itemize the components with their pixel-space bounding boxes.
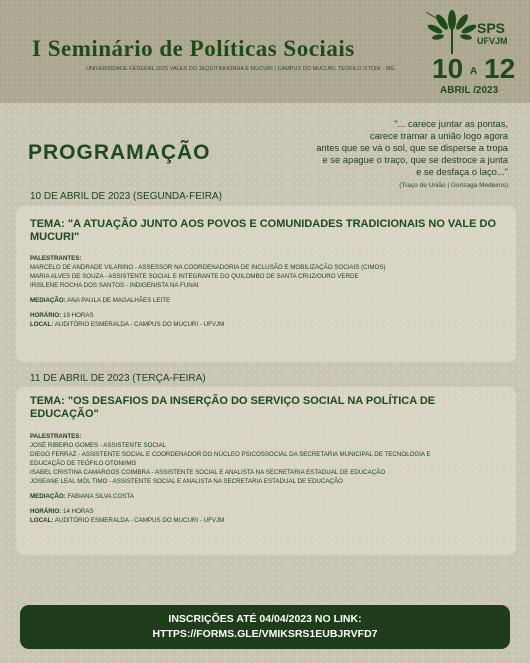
- mediation-line: [30, 492, 505, 501]
- date-start: 10: [432, 53, 464, 84]
- place-value: AUDITÓRIO ESMERALDA - CAMPUS DO MUCURI - UFVJM: [54, 321, 225, 328]
- registration-deadline: INSCRIÇÕES ATÉ 04/04/2023 NO LINK:: [168, 613, 362, 625]
- speaker-item: ISABEL CRISTINA CAMARGOS COIMBRA - ASSISTENTE SOCIAL E ANALISTA NA SECRETARIA ESTADUAL DE EDUCAÇÃO: [30, 469, 386, 476]
- quote-line: "... carece juntar as pontas,: [394, 118, 508, 129]
- leaf-logo-icon: [424, 10, 480, 56]
- mediation-label: MEDIAÇÃO:: [30, 297, 66, 304]
- day-2-card: [16, 387, 516, 555]
- speaker-item: DIEGO FERRAZ - ASSISTENTE SOCIAL E COORDENADOR DO NÚCLEO PSICOSSOCIAL DA SECRETARIA MUNICIPAL DE TECNOLOGIA E: [30, 451, 431, 458]
- place-label: LOCAL:: [30, 321, 54, 328]
- event-title: I Seminário de Políticas Sociais: [32, 36, 355, 61]
- quote-line: e se apague o traço, que se destroce a junta: [322, 154, 508, 165]
- time-label: HORÁRIO:: [30, 508, 62, 515]
- date-end: 12: [484, 53, 516, 84]
- place-value: AUDITÓRIO ESMERALDA - CAMPUS DO MUCURI - UFVJM: [54, 517, 225, 524]
- event-subtitle: UNIVERSIDADE FEDERAL DOS VALES DO JEQUITINHONHA E MUCURI | CAMPUS DO MUCURI, TEÓFILO OTONI - MG: [86, 66, 395, 72]
- day-2-date: 11 DE ABRIL DE 2023 (TERÇA-FEIRA): [30, 373, 206, 384]
- place-line: [30, 320, 505, 329]
- day-1-theme: TEMA: "A ATUAÇÃO JUNTO AOS POVOS E COMUNIDADES TRADICIONAIS NO VALE DO MUCURI": [30, 218, 497, 243]
- speaker-item: IRISLENE ROCHA DOS SANTOS - INDIGENISTA NA FUNAI: [30, 282, 199, 289]
- place-label: LOCAL:: [30, 517, 54, 524]
- day-2-theme: TEMA: "OS DESAFIOS DA INSERÇÃO DO SERVIÇO SOCIAL NA POLÍTICA DE EDUCAÇÃO": [30, 395, 436, 420]
- speakers-label: PALESTRANTES:: [30, 433, 82, 440]
- speaker-item: JOSEANE LEAL MÓL TIMO - ASSISTENTE SOCIAL E ANALISTA NA SECRETARIA ESTADUAL DE EDUCAÇÃO: [30, 478, 343, 485]
- place-line: [30, 516, 505, 525]
- date-month: ABRIL /2023: [440, 85, 499, 96]
- date-separator: A: [470, 66, 478, 77]
- speaker-item: EDUCAÇÃO DE TEÓFILO OTONI/MG: [30, 460, 137, 467]
- day-1-details: [30, 254, 505, 329]
- quote-line: antes que se vá o sol, que se disperse a tropa: [316, 142, 508, 153]
- time-line: [30, 507, 505, 516]
- mediation-line: [30, 296, 505, 305]
- quote-line: carece tramar a união logo agora: [369, 130, 508, 141]
- quote-line: e se desfaça o laço...": [416, 166, 508, 177]
- time-line: [30, 311, 505, 320]
- day-2-details: [30, 432, 505, 525]
- mediation-value: FABIANA SILVA COSTA: [67, 493, 134, 500]
- time-label: HORÁRIO:: [30, 312, 62, 319]
- day-1-card: [16, 206, 516, 362]
- speakers-label: PALESTRANTES:: [30, 255, 82, 262]
- time-value: 19 HORAS: [63, 312, 94, 319]
- mediation-value: ANA PAULA DE MAGALHÃES LEITE: [67, 297, 171, 304]
- day-1-date: 10 DE ABRIL DE 2023 (SEGUNDA-FEIRA): [30, 191, 222, 202]
- quote-source: (Traço de União | Gonzaga Medeiros): [399, 182, 508, 189]
- logo-sps-text: SPS: [477, 20, 506, 36]
- epigraph-quote: [208, 118, 508, 192]
- speaker-item: MARCELO DE ANDRADE VILARINO - ASSESSOR NA COORDENADORIA DE INCLUSÃO E MOBILIZAÇÃO SOCIAIS (CIMOS): [30, 264, 386, 271]
- mediation-label: MEDIAÇÃO:: [30, 493, 66, 500]
- registration-banner[interactable]: [20, 605, 510, 649]
- registration-link[interactable]: HTTPS://FORMS.GLE/VMIKSRS1EUBJRVFD7: [152, 628, 378, 640]
- speaker-item: MARIA ALVES DE SOUZA - ASSISTENTE SOCIAL E INTEGRANTE DO QUILOMBO DE SANTA CRUZ/OURO VERDE: [30, 273, 359, 280]
- program-title: PROGRAMAÇÃO: [28, 141, 211, 164]
- logo-ufvjm-text: UFVJM: [477, 36, 508, 46]
- speaker-item: JOSÉ RIBEIRO GOMES - ASSISTENTE SOCIAL: [30, 442, 167, 449]
- time-value: 14 HORAS: [63, 508, 94, 515]
